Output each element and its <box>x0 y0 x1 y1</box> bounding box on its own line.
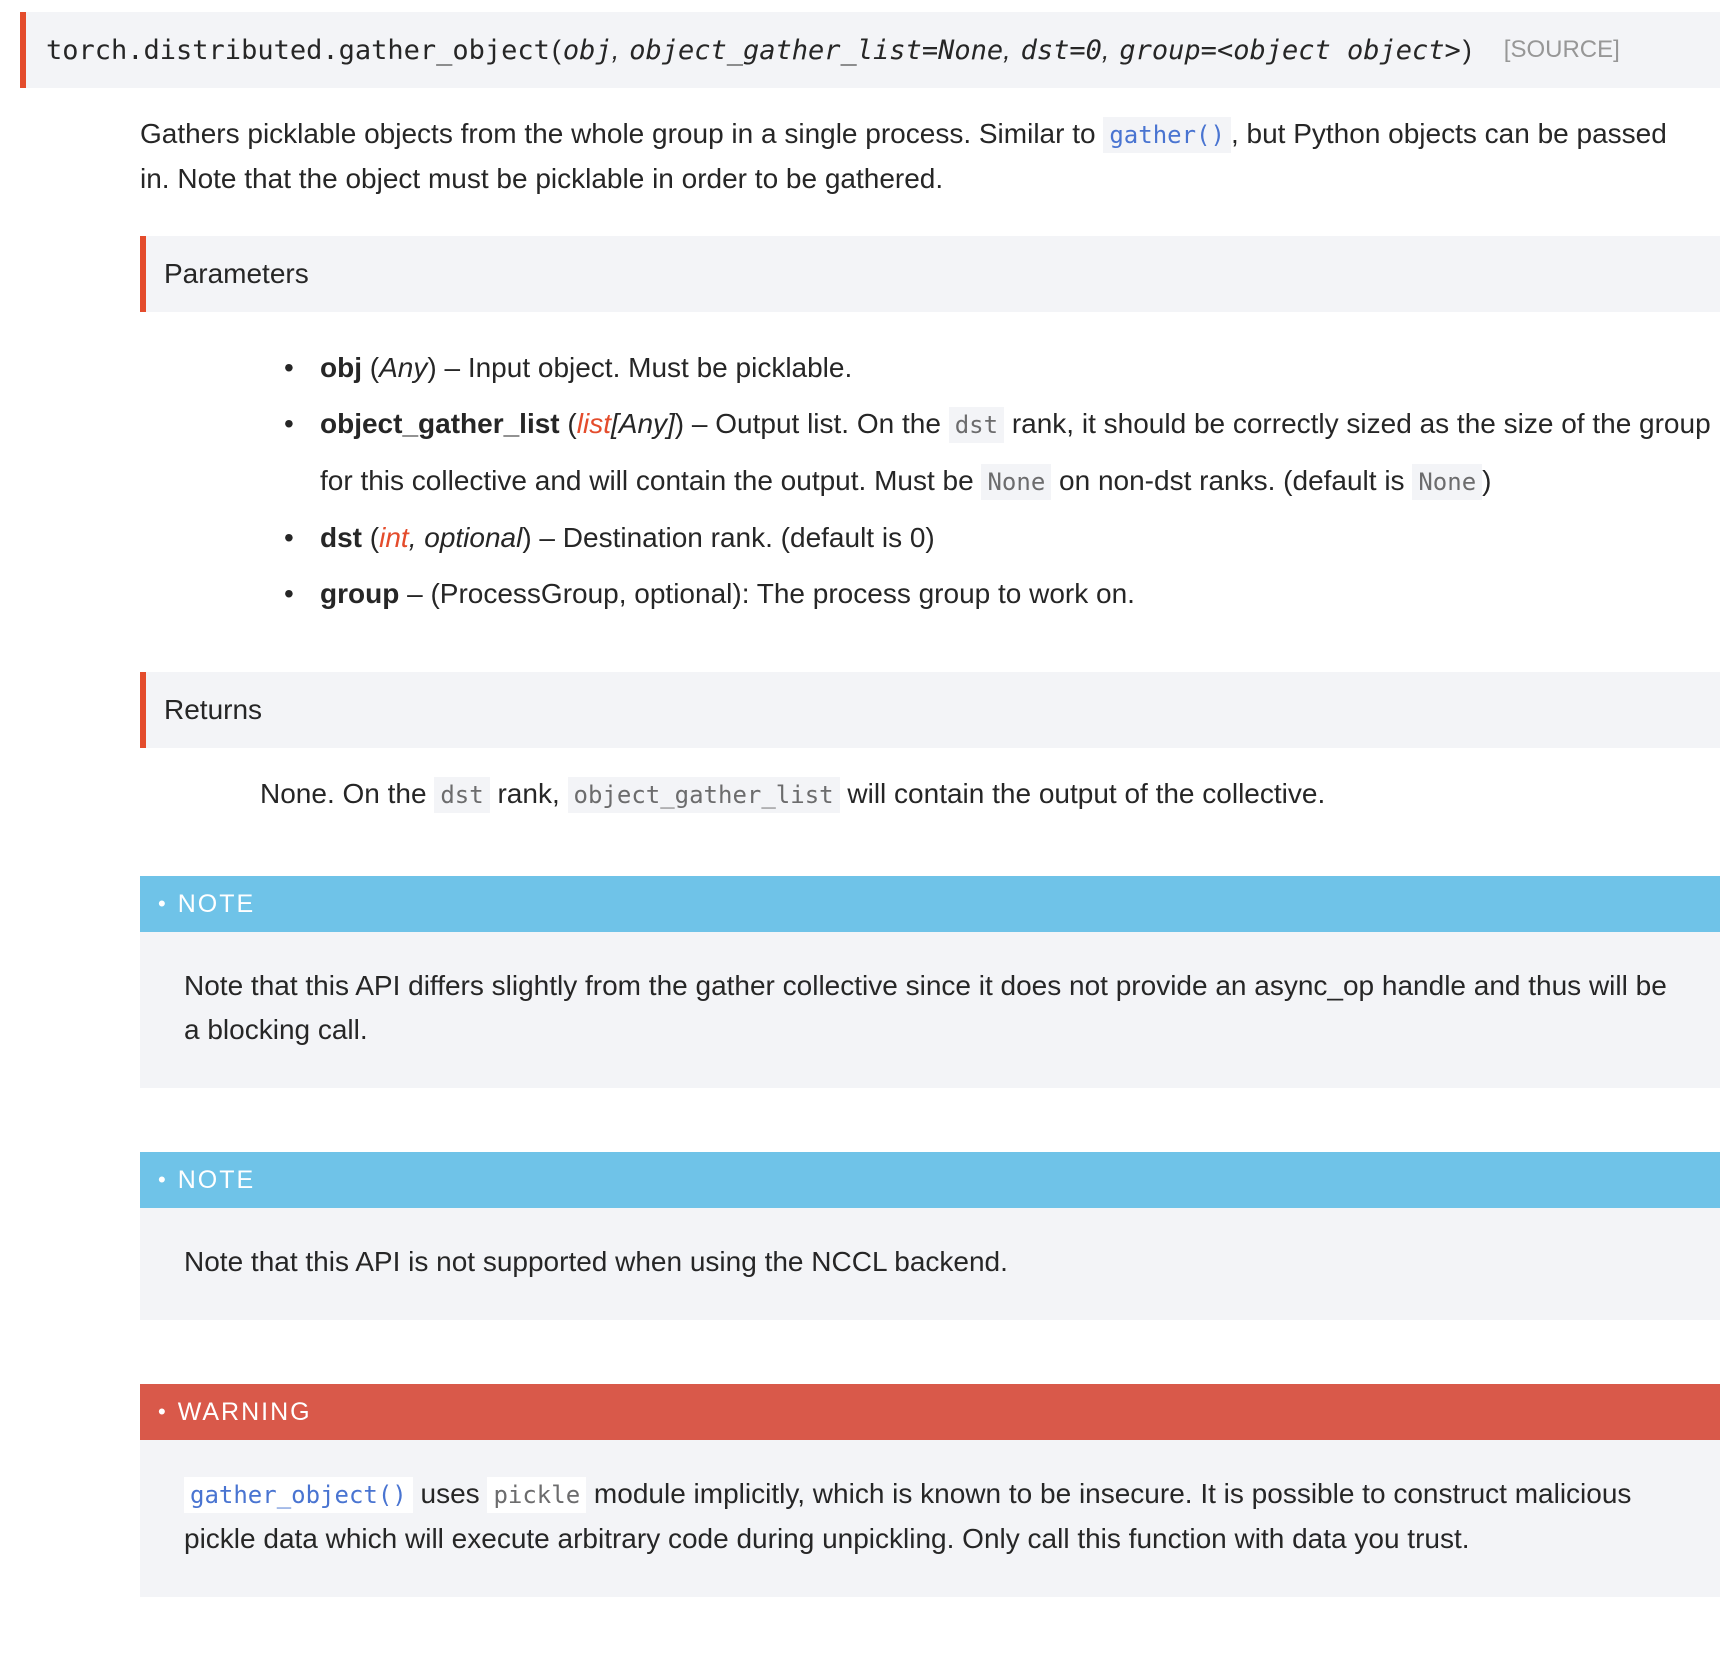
code-none-default: None <box>1412 464 1482 500</box>
arg-dst: dst=0 <box>1020 34 1102 66</box>
param-object-gather-list: • object_gather_list (list[Any]) – Output list. On the dst rank, it should be correctly sized as the size of the group for this collective and will contain the output. Must be None on non-dst ranks. (default is None ) <box>280 396 1720 510</box>
bullet-icon: • <box>158 891 166 916</box>
param-group: • group – (ProcessGroup, optional): The process group to work on. <box>280 566 1720 622</box>
warning-header: • WARNING <box>140 1384 1720 1440</box>
note-header: • NOTE <box>140 876 1720 932</box>
param-obj: • obj (Any) – Input object. Must be picklable. <box>280 340 1720 396</box>
warning-text: gather_object() uses pickle module implicitly, which is known to be insecure. It is possible to construct malicious pickle data which will execute arbitrary code during unpickling. Only call this function with data you trust. <box>184 1478 1632 1554</box>
code-dst: dst <box>949 407 1004 443</box>
arg-object-gather-list: object_gather_list=None <box>629 34 1004 66</box>
note-box-1 <box>140 876 1720 1088</box>
arg-group: group=<object object> <box>1119 34 1461 66</box>
int-type-link[interactable]: int <box>379 522 409 553</box>
code-object-gather-list: object_gather_list <box>568 777 840 813</box>
code-pickle: pickle <box>487 1477 586 1513</box>
returns-heading: Returns <box>140 672 1720 748</box>
parameters-list <box>280 340 1720 622</box>
function-name: torch.distributed.gather_object <box>46 34 550 66</box>
param-dst: • dst (int, optional) – Destination rank. (default is 0) <box>280 510 1720 566</box>
note-text: Note that this API differs slightly from the gather collective since it does not provide an async_op handle and thus will be a blocking call. <box>184 970 1667 1045</box>
gather-link[interactable]: gather() <box>1103 117 1231 153</box>
note-header: • NOTE <box>140 1152 1720 1208</box>
list-type-link[interactable]: list <box>576 408 611 439</box>
source-link[interactable]: [SOURCE] <box>1503 36 1620 63</box>
close-paren: ) <box>1462 34 1472 65</box>
gather-object-link[interactable]: gather_object() <box>184 1477 413 1513</box>
parameters-heading: Parameters <box>140 236 1720 312</box>
code-dst-returns: dst <box>434 777 489 813</box>
bullet-icon: • <box>158 1167 166 1192</box>
code-none: None <box>981 464 1051 500</box>
warning-box <box>140 1384 1720 1597</box>
returns-description: None. On the dst rank, object_gather_list will contain the output of the collective. <box>260 772 1700 817</box>
note-box-2 <box>140 1152 1720 1320</box>
note-text: Note that this API is not supported when using the NCCL backend. <box>184 1246 1008 1277</box>
bullet-icon: • <box>158 1399 166 1424</box>
open-paren: ( <box>551 34 561 65</box>
function-description: Gathers picklable objects from the whole group in a single process. Similar to gather() , but Python objects can be passed in. Note that the object must be picklable in order to be gathered. <box>140 118 1667 194</box>
arg-obj: obj <box>562 34 612 66</box>
function-signature: torch.distributed.gather_object ( obj , object_gather_list=None , dst=0 , group=<object object> ) [SOURCE] <box>20 12 1720 88</box>
